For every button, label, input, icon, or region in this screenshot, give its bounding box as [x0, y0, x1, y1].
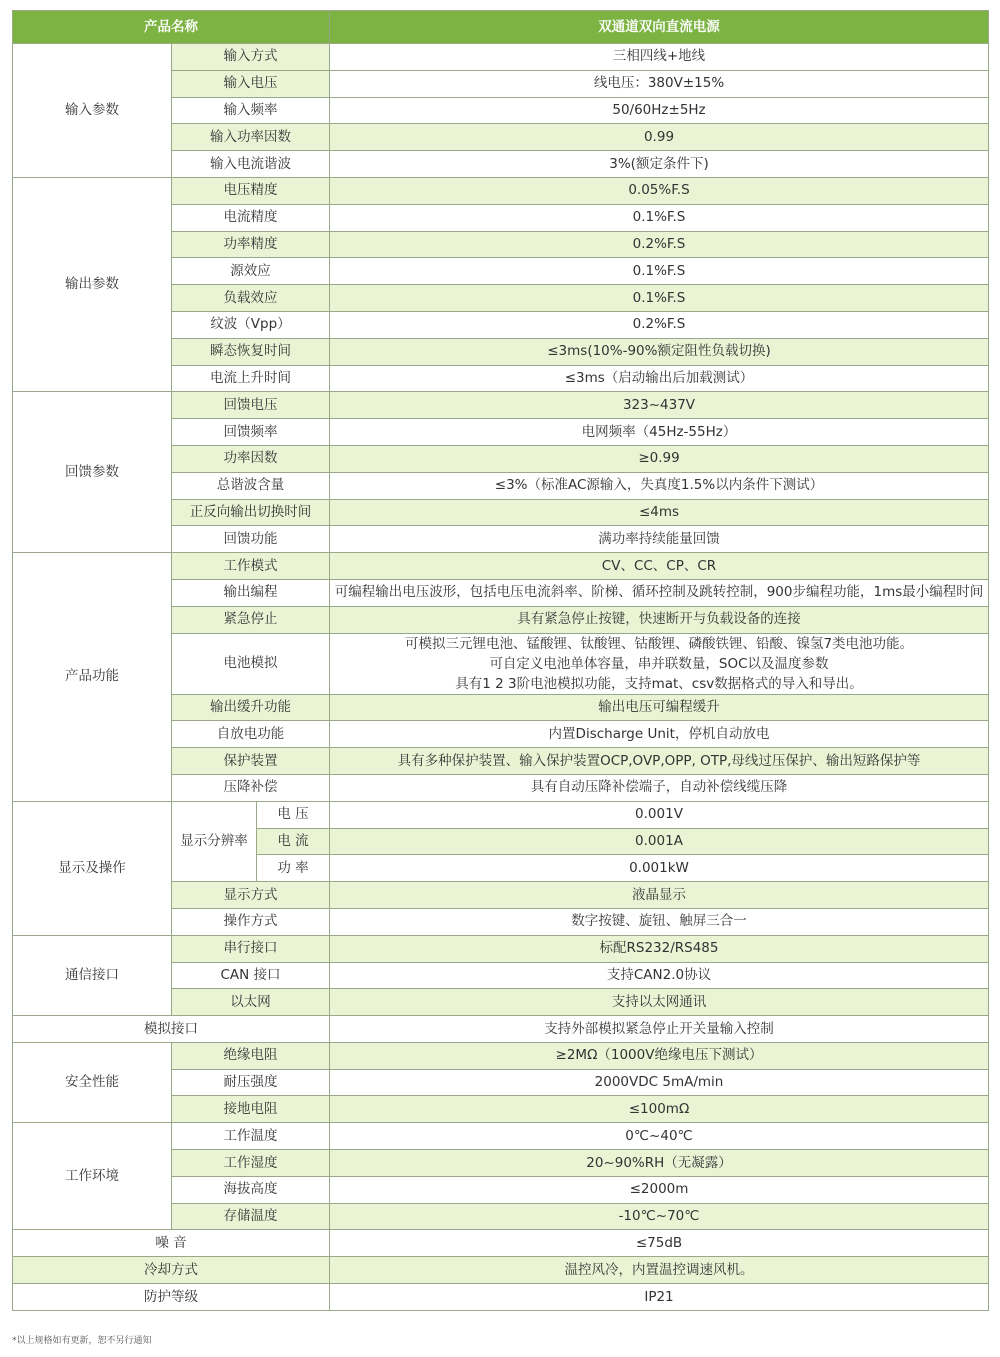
analog-label: 模拟接口: [13, 1016, 330, 1043]
row-label: 工作模式: [172, 553, 330, 580]
misc-label: 噪 音: [13, 1230, 330, 1257]
row-value: IP21: [330, 1284, 989, 1311]
battery-line: 可自定义电池单体容量，串并联数量，SOC以及温度参数: [489, 655, 829, 672]
misc-label: 防护等级: [13, 1284, 330, 1311]
category-input: 输入参数: [13, 44, 172, 178]
row-label: 电流上升时间: [172, 365, 330, 392]
row-value: 内置Discharge Unit，停机自动放电: [330, 721, 989, 748]
row-value: 2000VDC 5mA/min: [330, 1069, 989, 1096]
row-value: 0.1%F.S: [330, 258, 989, 285]
row-value: 50/60Hz±5Hz: [330, 97, 989, 124]
row-label: 回馈频率: [172, 419, 330, 446]
table-row: [13, 1123, 989, 1150]
row-sublabel: 电 流: [257, 828, 330, 855]
table-row: [13, 1230, 989, 1257]
row-label: 接地电阻: [172, 1096, 330, 1123]
row-value: 323~437V: [330, 392, 989, 419]
row-value: 0.99: [330, 124, 989, 151]
category-env: 工作环境: [13, 1123, 172, 1230]
category-display: 显示及操作: [13, 801, 172, 935]
row-label: 紧急停止: [172, 606, 330, 633]
row-value: ≤3%（标准AC源输入，失真度1.5%以内条件下测试）: [330, 472, 989, 499]
row-value: 支持CAN2.0协议: [330, 962, 989, 989]
row-label: 输入电压: [172, 70, 330, 97]
row-label: 压降补偿: [172, 774, 330, 801]
battery-description: [330, 633, 989, 694]
row-label: 输出编程: [172, 579, 330, 606]
row-label: 正反向输出切换时间: [172, 499, 330, 526]
row-value: 0.1%F.S: [330, 204, 989, 231]
table-row: [13, 553, 989, 580]
row-value: ≤75dB: [330, 1230, 989, 1257]
row-label: 输入电流谐波: [172, 151, 330, 178]
row-label: 总谐波含量: [172, 472, 330, 499]
row-value: ≥2MΩ（1000V绝缘电压下测试）: [330, 1042, 989, 1069]
row-sublabel: 电 压: [257, 801, 330, 828]
row-label: 回馈电压: [172, 392, 330, 419]
category-output: 输出参数: [13, 177, 172, 391]
row-label: 瞬态恢复时间: [172, 338, 330, 365]
row-value: ≤100mΩ: [330, 1096, 989, 1123]
row-value: 0.2%F.S: [330, 231, 989, 258]
row-label: 输入方式: [172, 44, 330, 71]
row-value: 0.001A: [330, 828, 989, 855]
row-label: 功率因数: [172, 445, 330, 472]
row-label: CAN 接口: [172, 962, 330, 989]
row-value: 具有自动压降补偿端子，自动补偿线缆压降: [330, 774, 989, 801]
row-sublabel: 功 率: [257, 855, 330, 882]
row-value: ≤3ms（启动输出后加载测试）: [330, 365, 989, 392]
row-value: 0℃~40℃: [330, 1123, 989, 1150]
row-label: 输入功率因数: [172, 124, 330, 151]
category-feedback: 回馈参数: [13, 392, 172, 553]
table-row: [13, 392, 989, 419]
header-product: 双通道双向直流电源: [330, 11, 989, 44]
row-label: 存储温度: [172, 1203, 330, 1230]
row-label: 操作方式: [172, 908, 330, 935]
category-safety: 安全性能: [13, 1042, 172, 1122]
row-value: 温控风冷，内置温控调速风机。: [330, 1257, 989, 1284]
row-label: 负载效应: [172, 285, 330, 312]
table-row: [13, 1042, 989, 1069]
row-label: 耐压强度: [172, 1069, 330, 1096]
row-label: 以太网: [172, 989, 330, 1016]
row-value: 3%(额定条件下): [330, 151, 989, 178]
header-name: 产品名称: [13, 11, 330, 44]
row-value: ≤2000m: [330, 1176, 989, 1203]
spec-table: [12, 10, 989, 1311]
misc-label: 冷却方式: [13, 1257, 330, 1284]
row-label: 保护装置: [172, 748, 330, 775]
row-value: 支持以太网通讯: [330, 989, 989, 1016]
row-value: 电网频率（45Hz-55Hz）: [330, 419, 989, 446]
row-label: 输出缓升功能: [172, 694, 330, 721]
table-row: [13, 1257, 989, 1284]
row-value: 0.001kW: [330, 855, 989, 882]
row-label: 绝缘电阻: [172, 1042, 330, 1069]
row-label: 电池模拟: [172, 633, 330, 694]
category-functions: 产品功能: [13, 553, 172, 802]
header-row: [13, 11, 989, 44]
row-label: 功率精度: [172, 231, 330, 258]
row-label: 电压精度: [172, 177, 330, 204]
row-value: 线电压：380V±15%: [330, 70, 989, 97]
row-label: 回馈功能: [172, 526, 330, 553]
row-label: 海拔高度: [172, 1176, 330, 1203]
row-label: 自放电功能: [172, 721, 330, 748]
table-row: [13, 1016, 989, 1043]
battery-line: 具有1 2 3阶电池模拟功能，支持mat、csv数据格式的导入和导出。: [455, 675, 863, 692]
row-value: 0.2%F.S: [330, 311, 989, 338]
row-label: 显示方式: [172, 882, 330, 909]
row-value: 0.001V: [330, 801, 989, 828]
row-value: 可编程输出电压波形，包括电压电流斜率、阶梯、循环控制及跳转控制，900步编程功能，1ms最小编程时间: [330, 579, 989, 606]
table-row: [13, 1284, 989, 1311]
row-label: 源效应: [172, 258, 330, 285]
row-value: 标配RS232/RS485: [330, 935, 989, 962]
row-value: 20~90%RH（无凝露）: [330, 1150, 989, 1177]
row-value: 支持外部模拟紧急停止开关量输入控制: [330, 1016, 989, 1043]
category-comm: 通信接口: [13, 935, 172, 1015]
row-value: 数字按键、旋钮、触屏三合一: [330, 908, 989, 935]
table-row: [13, 801, 989, 828]
row-label: 串行接口: [172, 935, 330, 962]
footnote: *以上规格如有更新，恕不另行通知: [12, 1336, 152, 1346]
table-row: [13, 44, 989, 71]
table-row: [13, 935, 989, 962]
row-value: 三相四线+地线: [330, 44, 989, 71]
row-value: 输出电压可编程缓升: [330, 694, 989, 721]
row-label: 纹波（Vpp）: [172, 311, 330, 338]
row-label: 工作温度: [172, 1123, 330, 1150]
row-label: 电流精度: [172, 204, 330, 231]
row-value: ≤4ms: [330, 499, 989, 526]
row-label: 工作湿度: [172, 1150, 330, 1177]
resolution-label: 显示分辨率: [172, 801, 257, 881]
row-value: ≥0.99: [330, 445, 989, 472]
battery-line: 可模拟三元锂电池、锰酸锂、钛酸锂、钴酸锂、磷酸铁锂、铅酸、镍氢7类电池功能。: [404, 635, 914, 652]
row-label: 输入频率: [172, 97, 330, 124]
row-value: 具有紧急停止按键，快速断开与负载设备的连接: [330, 606, 989, 633]
table-row: [13, 177, 989, 204]
row-value: 满功率持续能量回馈: [330, 526, 989, 553]
row-value: CV、CC、CP、CR: [330, 553, 989, 580]
row-value: -10℃~70℃: [330, 1203, 989, 1230]
row-value: ≤3ms(10%-90%额定阻性负载切换): [330, 338, 989, 365]
row-value: 0.05%F.S: [330, 177, 989, 204]
row-value: 具有多种保护装置、输入保护装置OCP,OVP,OPP, OTP,母线过压保护、输出短路保护等: [330, 748, 989, 775]
row-value: 液晶显示: [330, 882, 989, 909]
row-value: 0.1%F.S: [330, 285, 989, 312]
